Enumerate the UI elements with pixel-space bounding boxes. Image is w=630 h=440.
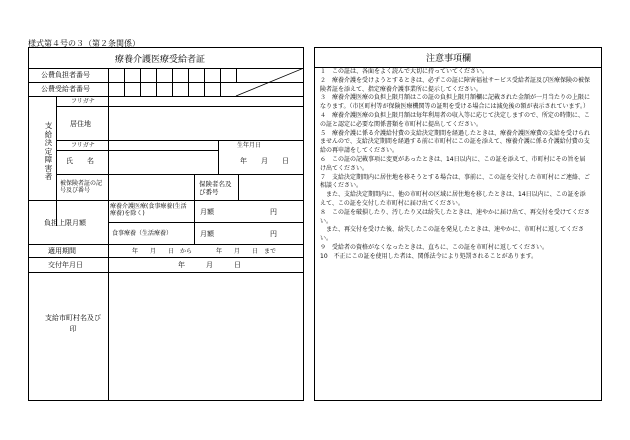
note-item: また、再交付を受けた後、紛失したこの証を発見したときは、速やかに、市町村に返してください。 [320,226,585,243]
divider [108,96,109,174]
divider [194,174,195,200]
yen-label: 円 [270,208,277,216]
note-item: 10 不正にこの証を使用した者は、関係法令により処罰されることがあります。 [320,252,538,260]
recipient-number-label: 公費受給者番号 [41,85,90,93]
address-label: 居住地 [70,120,91,128]
divider [194,200,195,244]
note-item: ４ 療養介護医療の負担上限月額は毎年利用者の収入等に応じて決定しますので、所定の時期に、この証と認定に必要な関係書類を市町村に提出してください。 [320,111,590,128]
note-item: ２ 療養介護を受けようとするときは、必ずこの証に障害福祉サービス受給者証及び医療保険の被保険者証を添えて、指定療養介護事業所に提示してください。 [320,76,591,93]
divider [28,96,304,97]
divider [28,272,304,273]
medical-label: 療養介護医療(食事療養(生活療養)を除く) [110,203,187,217]
blank-diagonal [220,68,304,96]
divider [108,222,304,223]
note-item: ５ 療養介護に係る介護給付費の支給決定期間を経過したときは、療養介護医療費の支給を受けられませんので、支給決定期間を経過する前に市町村にこの証を添えて、療養介護に係る介護給付費の支給の再申請をしてください。 [320,129,591,155]
furigana-label: フリガナ [71,142,95,149]
divider [56,106,304,107]
divider [56,150,218,151]
furigana-label: フリガナ [71,98,95,105]
divider [108,244,109,272]
notes-title: 注意事項欄 [426,54,472,64]
divider [28,200,304,201]
note-item: ７ 支給決定期間内に居住地を移そうとする場合は、事前に、この証を交付した市町村にご連絡、ご相談ください。 [320,173,591,190]
divider [108,68,109,96]
meal-label: 食事療養（生活療養） [112,230,173,237]
divider [56,96,57,226]
divider [218,140,219,174]
note-item: ３ 療養介護医療の負担上限月額はこの証の負担上限月額欄に記載された金額が一月当たりの上限になります。（市区町村等が保険医療機関等の証明を受ける場合には減免後の額が表示されています。） [320,94,591,111]
divider [28,244,304,245]
note-item: ６ この証の記載事項に変更があったときは、14日以内に、この証を添えて、市町村にその旨を届け出てください。 [320,155,586,172]
period-label: 適用期間 [48,247,76,255]
divider [56,140,304,141]
divider [56,174,304,175]
name-label: 氏 名 [66,157,94,165]
municipality-label: 支給市町村名及び印 [45,314,101,333]
monthly-label: 月額 [200,208,214,216]
notes-list [320,68,590,262]
insurer-label: 保険者名及び番号 [199,180,232,196]
birthdate-label: 生年月日 [237,142,262,149]
note-item: ９ 受給者の資格がなくなったときは、直ちに、この証を市町村に返してください。 [320,243,549,251]
monthly-label: 月額 [200,230,214,238]
issue-date-label: 交付年月日 [48,261,83,269]
payer-number-label: 公費負担者番号 [41,71,90,79]
recipient-section-label: 支給決定障害者 [44,121,53,181]
divider [28,257,304,258]
limit-label: 負担上限月額 [44,219,86,227]
yen-label: 円 [270,230,277,238]
divider [238,174,239,200]
note-item: ８ この証を破損したり、汚したり又は紛失したときは、速やかに届け出て、再交付を受けてください。 [320,208,590,225]
divider [108,272,109,401]
birthdate-value: 年 月 日 [240,157,289,165]
note-item: １ この証は、各面をよく読んで大切に持っていてください。 [320,68,489,75]
issue-date-value: 年 月 日 [178,261,241,269]
note-item: また、支給決定期間内に、他の市町村の区域に居住地を移したときは、14日以内に、この証を添えて、この証を交付した市町村に届け出てください。 [320,191,586,207]
period-value: 年 月 日 から 年 月 日 まで [132,248,277,255]
insured-label: 被保険者証の記号及び番号 [60,180,103,194]
form-number: 様式第４号の３（第２条関係） [28,39,140,48]
certificate-title: 療養介護医療受給者証 [115,55,206,65]
